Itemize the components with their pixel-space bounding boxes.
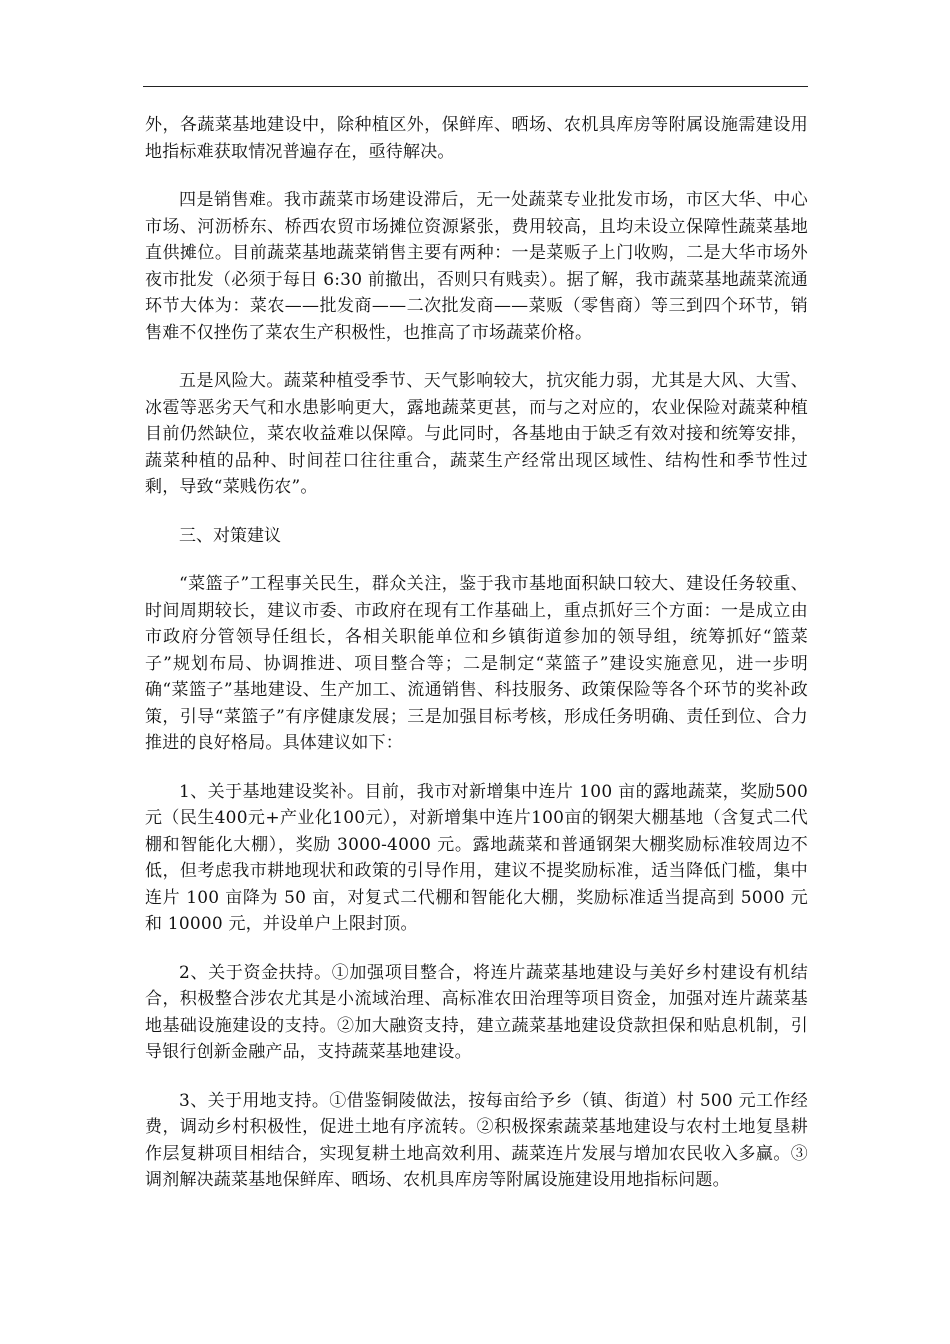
paragraph-funding-support: 2、关于资金扶持。①加强项目整合，将连片蔬菜基地建设与美好乡村建设有机结合，积极整合涉农尤其是小流域治理、高标准农田治理等项目资金，加强对连片蔬菜基地基础设施建设的支持。②加大融资支持，建立蔬菜基地建设贷款担保和贴息机制，引导银行创新金融产品，支持蔬菜基地建设。 [145,962,808,1062]
paragraph-base-construction-subsidy: 1、关于基地建设奖补。目前，我市对新增集中连片 100 亩的露地蔬菜，奖励500元（民生400元+产业化100元），对新增集中连片100亩的钢架大棚基地（含复式二代棚和智能化大棚），奖励 3000-4000 元。露地蔬菜和普通钢架大棚奖励标准较周边不低，但考虑我市耕地现状和政策的引导作用，建议不提奖励标准，适当降低门槛，集中连片 100 亩降为 50 亩，对复式二代棚和智能化大棚，奖励标准适当提高到 5000 元和 10000 元，并设单户上限封顶。 [145,781,808,934]
paragraph-land-support: 3、关于用地支持。①借鉴铜陵做法，按每亩给予乡（镇、街道）村 500 元工作经费，调动乡村积极性，促进土地有序流转。②积极探索蔬菜基地建设与农村土地复垦耕作层复耕项目相结合，实现复耕土地高效利用、蔬菜连片发展与增加农民收入多赢。③调剂解决蔬菜基地保鲜库、晒场、农机具库房等附属设施建设用地指标问题。 [145,1090,808,1190]
header-rule [143,86,808,87]
paragraph-vegetable-basket-overview: “菜篮子”工程事关民生，群众关注，鉴于我市基地面积缺口较大、建设任务较重、时间周期较长，建议市委、市政府在现有工作基础上，重点抓好三个方面：一是成立由市政府分管领导任组长，各相关职能单位和乡镇街道参加的领导组，统筹抓好“篮菜子”规划布局、协调推进、项目整合等；二是制定“菜篮子”建设实施意见，进一步明确“菜篮子”基地建设、生产加工、流通销售、科技服务、政策保险等各个环节的奖补政策，引导“菜篮子”有序健康发展；三是加强目标考核，形成任务明确、责任到位、合力推进的良好格局。具体建议如下： [145,574,808,753]
document-body [145,112,808,1216]
section-heading-recommendations: 三、对策建议 [179,525,281,546]
paragraph-high-risk: 五是风险大。蔬菜种植受季节、天气影响较大，抗灾能力弱，尤其是大风、大雪、冰雹等恶劣天气和水患影响更大，露地蔬菜更甚，而与之对应的，农业保险对蔬菜种植目前仍然缺位，菜农收益难以保障。与此同时，各基地由于缺乏有效对接和统筹安排，蔬菜种植的品种、时间茬口往往重合，蔬菜生产经常出现区域性、结构性和季节性过剩，导致“菜贱伤农”。 [145,371,808,497]
paragraph-continuation: 外，各蔬菜基地建设中，除种植区外，保鲜库、晒场、农机具库房等附属设施需建设用地指标难获取情况普遍存在，亟待解决。 [145,115,808,162]
paragraph-sales-difficulty: 四是销售难。我市蔬菜市场建设滞后，无一处蔬菜专业批发市场，市区大华、中心市场、河沥桥东、桥西农贸市场摊位资源紧张，费用较高，且均未设立保障性蔬菜基地直供摊位。目前蔬菜基地蔬菜销售主要有两种：一是菜贩子上门收购，二是大华市场外夜市批发（必须于每日 6:30 前撤出，否则只有贱卖）。据了解，我市蔬菜基地蔬菜流通环节大体为：菜农——批发商——二次批发商——菜贩（零售商）等三到四个环节，销售难不仅挫伤了菜农生产积极性，也推高了市场蔬菜价格。 [145,190,808,343]
